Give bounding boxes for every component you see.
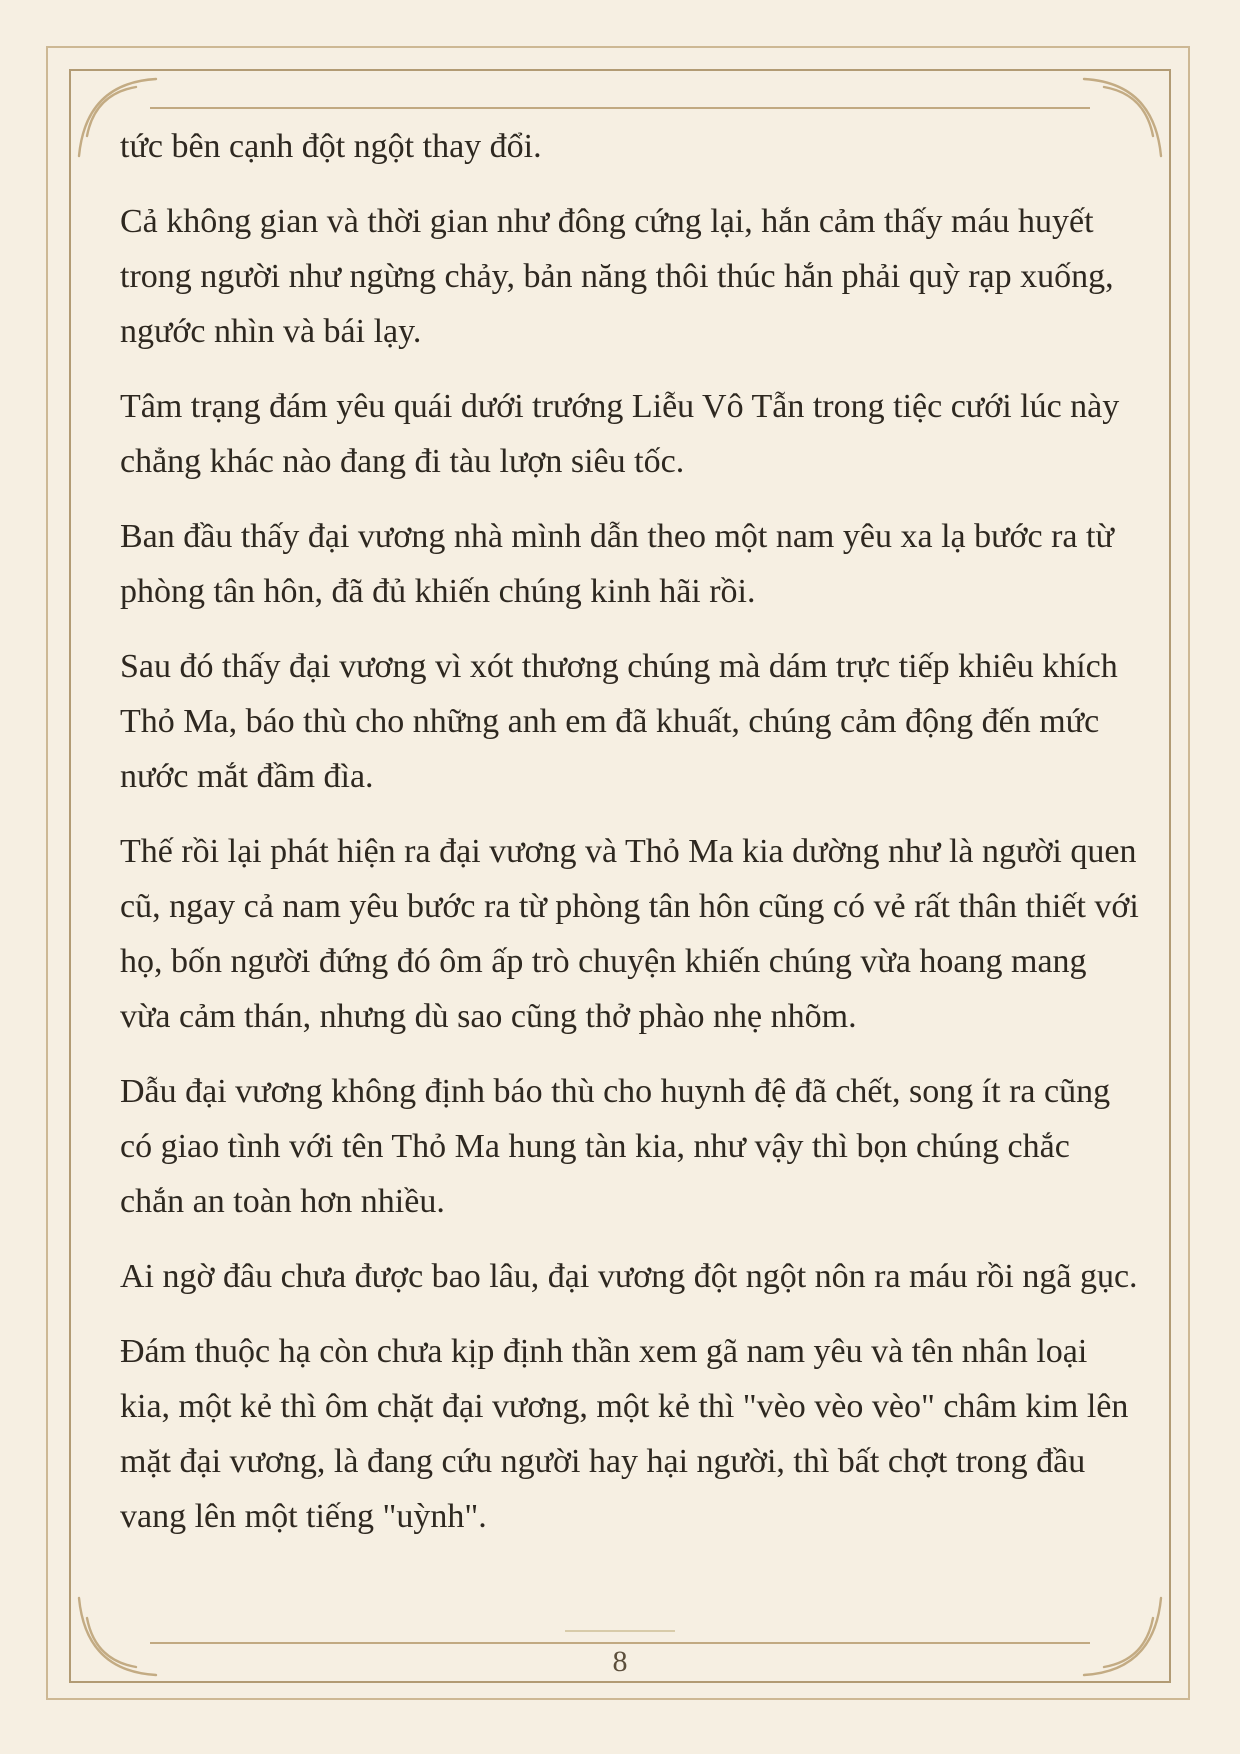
paragraph: Ban đầu thấy đại vương nhà mình dẫn theo một nam yêu xa lạ bước ra từ phòng tân hôn, đã đủ khiến chúng kinh hãi rồi. bbox=[120, 518, 1114, 610]
page-number: 8 bbox=[612, 1645, 628, 1678]
footer-ornament-line bbox=[565, 1630, 675, 1632]
paragraph: tức bên cạnh đột ngột thay đổi. bbox=[120, 128, 542, 165]
paragraph: Tâm trạng đám yêu quái dưới trướng Liễu Vô Tẫn trong tiệc cưới lúc này chẳng khác nào đang đi tàu lượn siêu tốc. bbox=[120, 388, 1120, 480]
paragraph: Ai ngờ đâu chưa được bao lâu, đại vương đột ngột nôn ra máu rồi ngã gục. bbox=[120, 1258, 1138, 1295]
paragraph: Cả không gian và thời gian như đông cứng lại, hắn cảm thấy máu huyết trong người như ngừng chảy, bản năng thôi thúc hắn phải quỳ rạp xuống, ngước nhìn và bái lạy. bbox=[120, 203, 1114, 350]
bottom-divider-rule bbox=[150, 1642, 1090, 1644]
paragraph: Dẫu đại vương không định báo thù cho huynh đệ đã chết, song ít ra cũng có giao tình với tên Thỏ Ma hung tàn kia, như vậy thì bọn chúng chắc chắn an toàn hơn nhiều. bbox=[120, 1073, 1111, 1220]
page-text-content bbox=[120, 119, 1142, 1564]
paragraph: Thế rồi lại phát hiện ra đại vương và Thỏ Ma kia dường như là người quen cũ, ngay cả nam yêu bước ra từ phòng tân hôn cũng có vẻ rất thân thiết với họ, bốn người đứng đó ôm ấp trò chuyện khiến chúng vừa hoang mang vừa cảm thán, nhưng dù sao cũng thở phào nhẹ nhõm. bbox=[120, 833, 1139, 1035]
top-divider-rule bbox=[150, 107, 1090, 109]
paragraph: Đám thuộc hạ còn chưa kịp định thần xem gã nam yêu và tên nhân loại kia, một kẻ thì ôm chặt đại vương, một kẻ thì "vèo vèo vèo" châm kim lên mặt đại vương, là đang cứu người hay hại người, thì bất chợt trong đầu vang lên một tiếng "uỳnh". bbox=[120, 1333, 1129, 1535]
paragraph: Sau đó thấy đại vương vì xót thương chúng mà dám trực tiếp khiêu khích Thỏ Ma, báo thù cho những anh em đã khuất, chúng cảm động đến mức nước mắt đầm đìa. bbox=[120, 648, 1118, 795]
